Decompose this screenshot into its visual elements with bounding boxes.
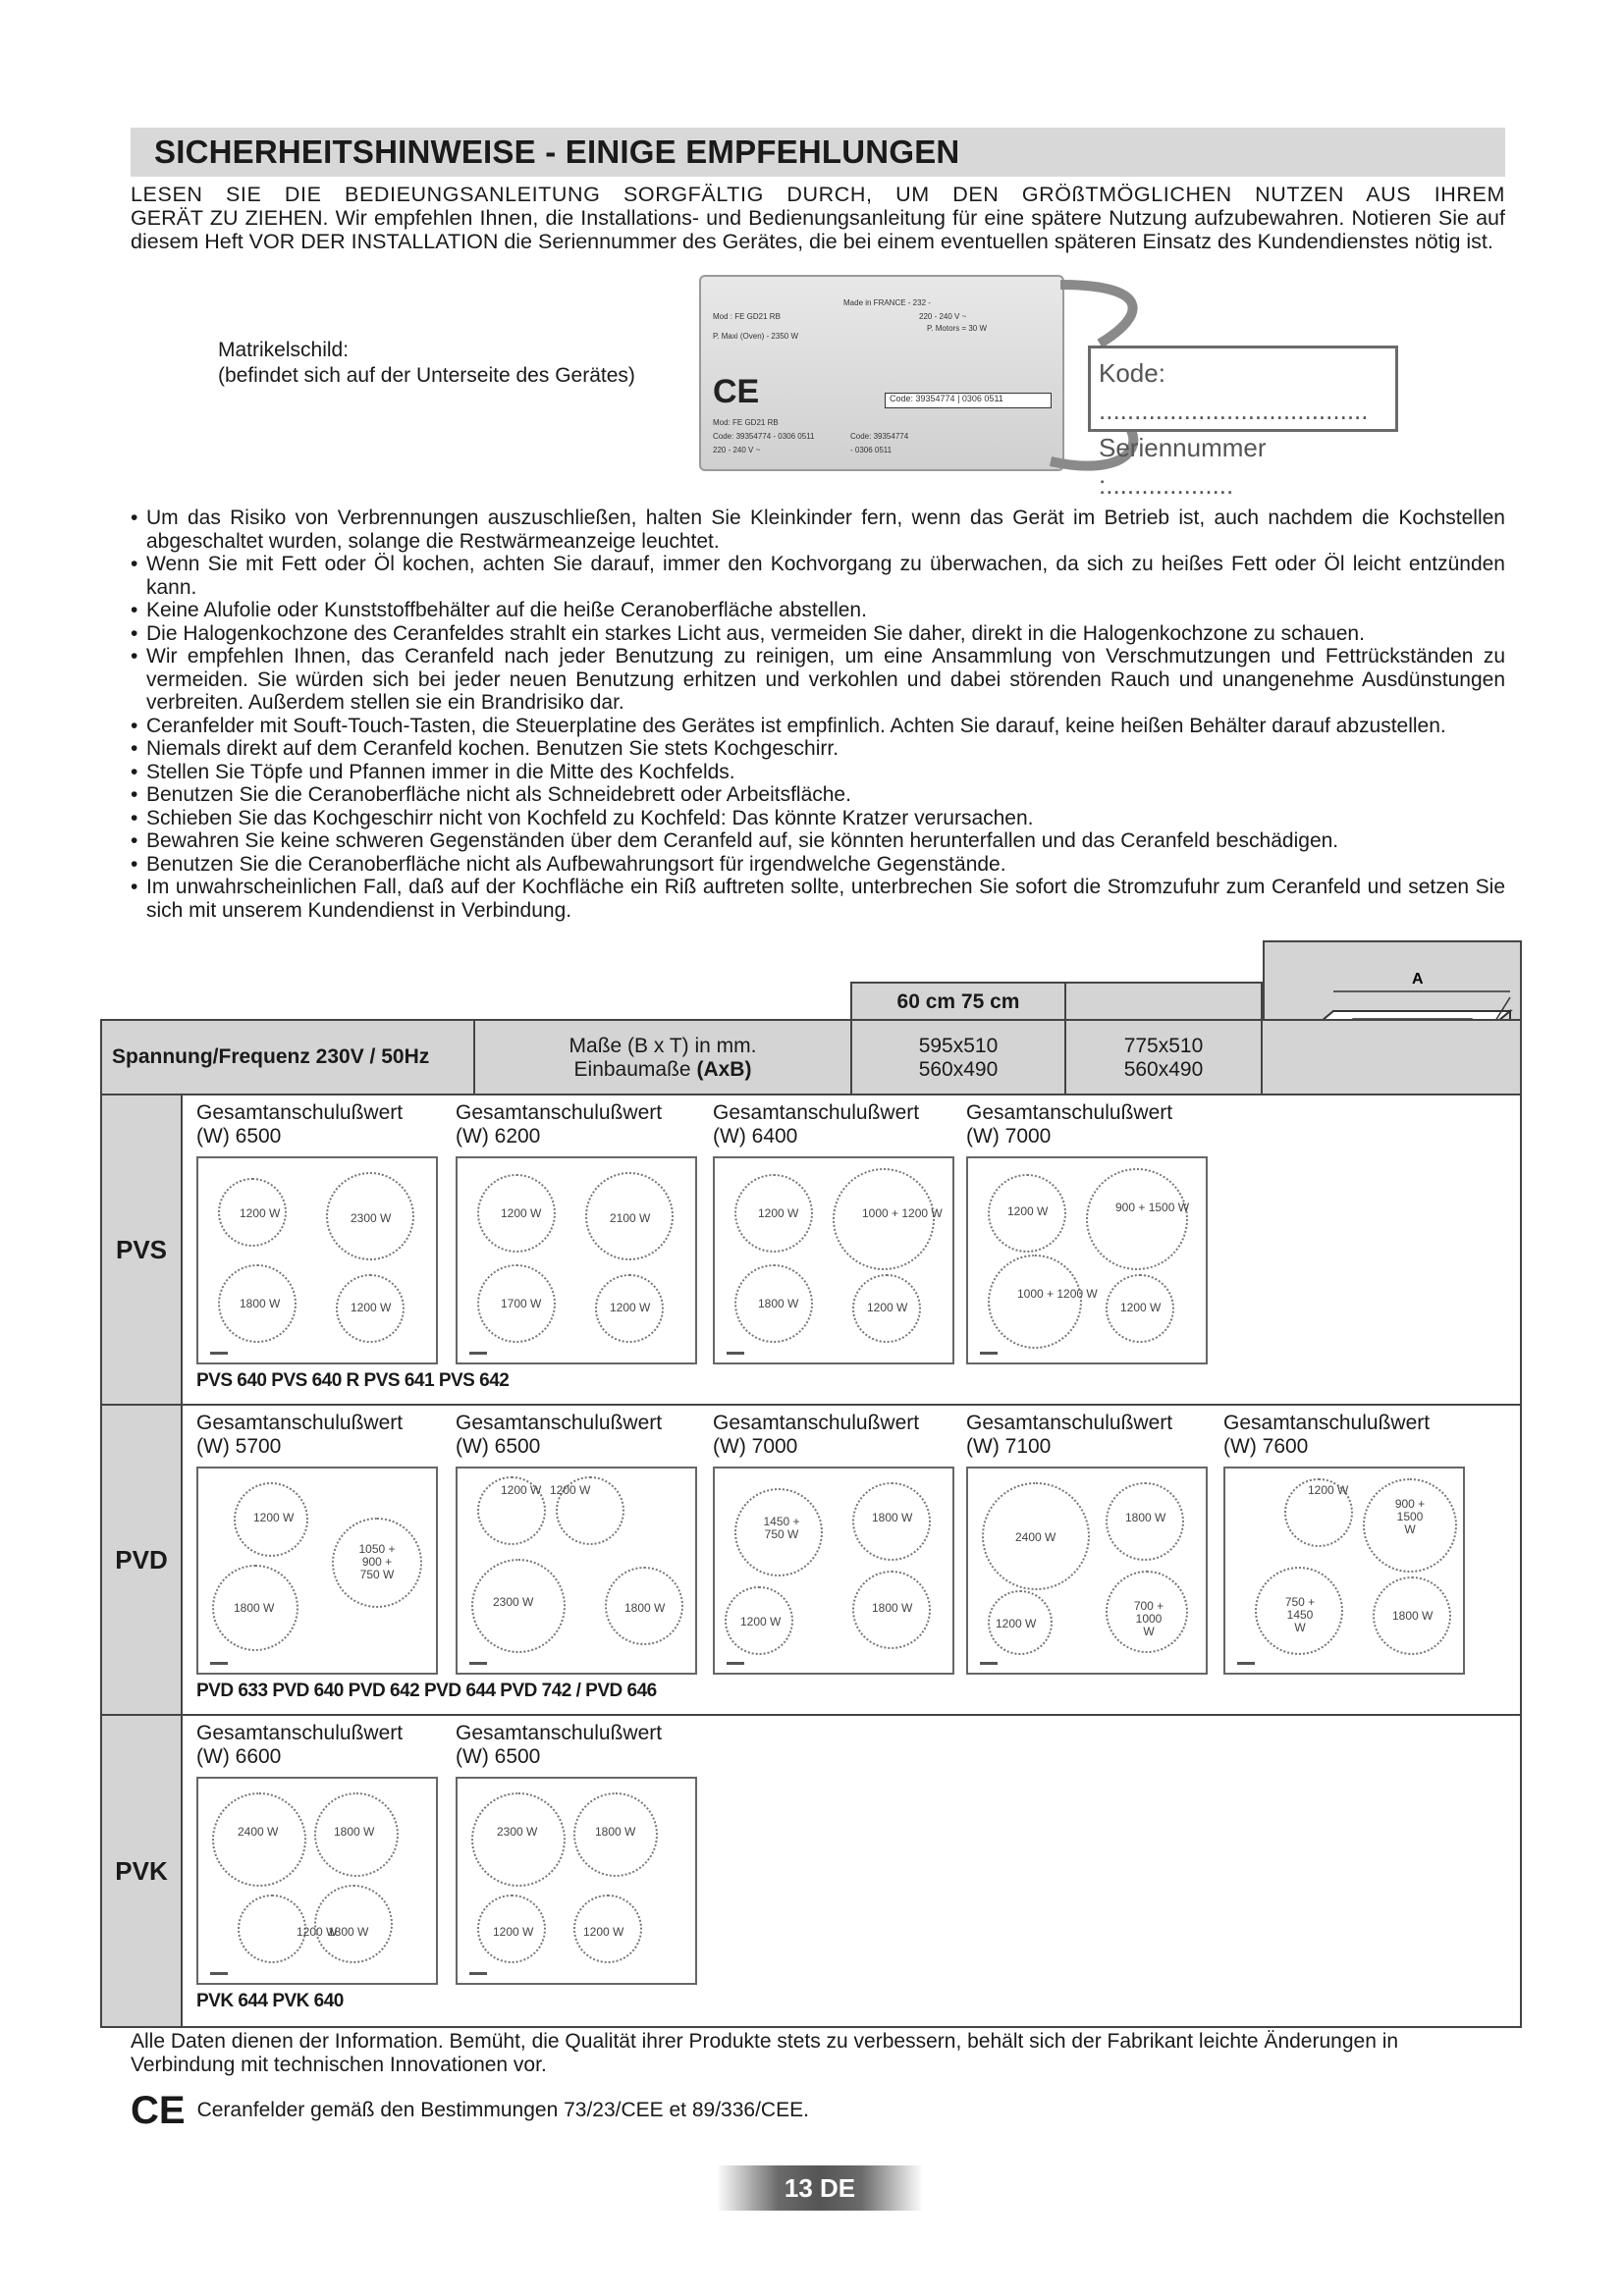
zone-ring [212, 1792, 306, 1887]
list-item: • Wenn Sie mit Fett oder Öl kochen, achten Sie darauf, immer den Kochvorgang zu überwachen, da sich zu heißes Fett oder Öl leicht entzünden kann. [131, 553, 1505, 599]
zone-label: 1200 W [758, 1206, 799, 1220]
plate-code3: Code: 39354774 [850, 432, 909, 441]
zone-label: 1050 + 900 + 750 W [358, 1542, 396, 1581]
zone-label: 1800 W [234, 1601, 275, 1615]
zone-label: 1800 W [624, 1601, 666, 1615]
zone-label: 1800 W [872, 1601, 913, 1615]
pvk-label: PVK [102, 1716, 183, 2026]
power-value: (W) 7000 [966, 1125, 1052, 1148]
zone-label: 1700 W [501, 1297, 542, 1310]
page-title: SICHERHEITSHINWEISE - EINIGE EMPFEHLUNGEN [154, 133, 960, 170]
pvd-cell-2 [456, 1412, 706, 1675]
kode-box [1088, 346, 1398, 500]
size-60-b: 560x490 [918, 1058, 999, 1081]
zone-label: 1000 + 1200 W [862, 1206, 943, 1220]
gesamt-label: Gesamtanschulußwert [713, 1412, 920, 1434]
zone-label: 2400 W [1015, 1530, 1056, 1544]
masse-line2 [475, 1058, 850, 1082]
hob-diagram [966, 1467, 1208, 1675]
hob-diagram [196, 1156, 438, 1364]
list-item: • Keine Alufolie oder Kunststoffbehälter auf die heiße Ceranoberfläche abstellen. [131, 599, 1505, 622]
plate-ce-mark: CE [713, 373, 760, 410]
zone-label: 1200 W [1308, 1483, 1349, 1497]
pvs-cell-1 [196, 1101, 447, 1364]
zone-label: 1200 W [583, 1925, 624, 1939]
hob-diagram [456, 1467, 697, 1675]
pvd-cell-4 [966, 1412, 1217, 1675]
zone-label: 1800 W [328, 1925, 369, 1939]
zone-label: 1200 W [501, 1206, 542, 1220]
zone-label: 1800 W [240, 1297, 281, 1310]
gesamt-label: Gesamtanschulußwert [456, 1412, 663, 1434]
plate-made-in: Made in FRANCE - 232 - [843, 298, 931, 307]
zone-label: 900 + 1500 W [1115, 1201, 1190, 1214]
zone-label: 1800 W [758, 1297, 799, 1310]
pvd-cell-5 [1223, 1412, 1474, 1675]
pvk-section [102, 1716, 1520, 2026]
footer-text: Alle Daten dienen der Information. Bemüht, die Qualität ihrer Produkte stets zu verbessern, behält sich der Fabrikant leichte Änderungen in Verbindung mit technischen Innovationen vor. [131, 2030, 1399, 2076]
gesamt-label: Gesamtanschulußwert [713, 1101, 920, 1124]
zone-label: 1450 + 750 W [763, 1515, 800, 1541]
pvk-models: PVK 644 PVK 640 [196, 1991, 344, 2011]
brand-logo [469, 1352, 487, 1355]
list-item: • Die Halogenkochzone des Ceranfeldes strahlt ein starkes Licht aus, vermeiden Sie daher, direkt in die Halogenkochzone zu schauen. [131, 622, 1505, 646]
zone-ring [1086, 1168, 1188, 1270]
specs-table [100, 1019, 1522, 2028]
dim-a-label: A [1412, 971, 1424, 988]
title-bar [131, 128, 1505, 177]
hob-diagram [456, 1777, 697, 1985]
list-item: • Bewahren Sie keine schweren Gegenständen über dem Ceranfeld auf, sie könnten herunterfallen und das Ceranfeld beschädigen. [131, 829, 1505, 853]
size-header-empty [1066, 984, 1263, 1021]
hob-diagram [966, 1156, 1208, 1364]
size-60-a: 595x510 [918, 1035, 999, 1057]
power-value: (W) 7600 [1223, 1435, 1309, 1458]
zone-label: 1200 W [610, 1301, 651, 1314]
list-item: • Wir empfehlen Ihnen, das Ceranfeld nach jeder Benutzung zu reinigen, um eine Ansammlung von Verschmutzungen und Fettrückständen zu vermeiden. Sie würden sich bei jeder neuen Benutzung erhitzen und verkohlen und dabei störenden Rauch und unangenehme Ausdünstungen verbreiten. Außerdem stellen sie ein Brandrisiko dar. [131, 645, 1505, 715]
intro-rest: GERÄT ZU ZIEHEN. Wir empfehlen Ihnen, die Installations- und Bedienungsanleitung für eine spätere Nutzung aufzubewahren. Notieren Sie auf diesem Heft VOR DER INSTALLATION die Seriennummer des Gerätes, die bei einem eventuellen späteren Einsatz des Kundendienstes nötig ist. [131, 206, 1505, 253]
brand-logo [210, 1972, 228, 1975]
plate-mod2: Mod: FE GD21 RB [713, 418, 779, 427]
pvk-cells [185, 1716, 1520, 2026]
pvk-cell-2 [456, 1722, 706, 1985]
spannung-cell: Spannung/Frequenz 230V / 50Hz [102, 1021, 475, 1094]
zone-label: 1200 W [740, 1615, 782, 1629]
gesamt-label: Gesamtanschulußwert [456, 1101, 663, 1124]
pvs-cell-3 [713, 1101, 963, 1364]
plate-codebox: Code: 39354774 | 0306 0511 [885, 393, 1052, 408]
plate-serial: 0306 0511 [961, 394, 1003, 403]
table-header-row [102, 1021, 1520, 1095]
intro-text [131, 183, 1505, 253]
page-number: 13 DE [717, 2165, 923, 2211]
plate-code2: Code: 39354774 - 0306 0511 [713, 432, 815, 441]
zone-label: 1800 W [872, 1511, 913, 1524]
zone-label: 1200 W [297, 1925, 338, 1939]
hob-diagram [196, 1467, 438, 1675]
zone-ring [314, 1885, 393, 1963]
brand-logo [1237, 1662, 1255, 1665]
pvd-cell-1 [196, 1412, 447, 1675]
zone-label: 2300 W [497, 1825, 538, 1839]
matrikel-line2: (befindet sich auf der Unterseite des Gerätes) [218, 364, 635, 387]
brand-logo [210, 1352, 228, 1355]
zone-label: 1200 W [1120, 1301, 1162, 1314]
zone-label: 1200 W [240, 1206, 281, 1220]
power-value: (W) 6500 [456, 1435, 541, 1458]
plate-mod: Mod : FE GD21 RB [713, 312, 781, 321]
zone-label: 1200 W [550, 1483, 591, 1497]
pvk-cell-1 [196, 1722, 447, 1985]
power-value: (W) 7100 [966, 1435, 1052, 1458]
size-60-cell [852, 1021, 1066, 1094]
zone-label: 2300 W [351, 1211, 392, 1225]
plate-code: Code: 39354774 [890, 394, 955, 403]
intro-caps: LESEN SIE DIE BEDIEUNGSANLEITUNG SORGFÄLTIG DURCH, UM DEN GRÖßTMÖGLICHEN NUTZEN AUS IHREM [131, 183, 1505, 206]
ce-mark-icon: CE [131, 2089, 186, 2132]
zone-ring [471, 1792, 566, 1887]
zone-label: 900 + 1500 W [1394, 1497, 1426, 1536]
serien-line: Seriennummer :.................. [1099, 433, 1267, 500]
plate-pmotors: P. Motors = 30 W [927, 324, 987, 333]
masse-line1: Maße (B x T) in mm. [568, 1035, 757, 1057]
gesamt-label: Gesamtanschulußwert [196, 1722, 404, 1744]
power-value: (W) 6200 [456, 1125, 541, 1148]
pvd-cell-3 [713, 1412, 963, 1675]
zone-label: 1800 W [1392, 1609, 1434, 1623]
gesamt-label: Gesamtanschulußwert [966, 1412, 1173, 1434]
pvs-cell-4 [966, 1101, 1217, 1364]
pvs-section [102, 1095, 1520, 1406]
brand-logo [469, 1972, 487, 1975]
zone-label: 1800 W [595, 1825, 636, 1839]
zone-label: 2100 W [610, 1211, 651, 1225]
zone-label: 1200 W [501, 1483, 542, 1497]
zone-label: 1800 W [1125, 1511, 1166, 1524]
matrikel-label [218, 338, 635, 389]
plate-volt2: 220 - 240 V ~ [713, 446, 761, 454]
hob-diagram [713, 1156, 954, 1364]
pvd-models: PVD 633 PVD 640 PVD 642 PVD 644 PVD 742 / PVD 646 [196, 1681, 657, 1701]
hob-diagram [1223, 1467, 1465, 1675]
list-item: • Benutzen Sie die Ceranoberfläche nicht als Aufbewahrungsort für irgendwelche Gegenstände. [131, 853, 1505, 877]
brand-logo [210, 1662, 228, 1665]
zone-label: 2300 W [493, 1595, 534, 1609]
safety-list [131, 507, 1505, 922]
gesamt-label: Gesamtanschulußwert [456, 1722, 663, 1744]
plate-serial3: - 0306 0511 [850, 446, 893, 454]
power-value: (W) 7000 [713, 1435, 798, 1458]
hob-diagram [196, 1777, 438, 1985]
brand-logo [980, 1352, 998, 1355]
pvs-label: PVS [102, 1095, 183, 1404]
zone-label: 1200 W [493, 1925, 534, 1939]
zone-label: 700 + 1000 W [1133, 1599, 1164, 1638]
gesamt-label: Gesamtanschulußwert [1223, 1412, 1431, 1434]
power-value: (W) 6500 [196, 1125, 282, 1148]
size-header [850, 982, 1263, 1021]
masse-cell [475, 1021, 852, 1094]
pvs-cells [185, 1095, 1520, 1404]
brand-logo [980, 1662, 998, 1665]
list-item: • Stellen Sie Töpfe und Pfannen immer in die Mitte des Kochfelds. [131, 761, 1505, 784]
power-value: (W) 6400 [713, 1125, 798, 1148]
plate-pmaxi: P. Maxi (Oven) - 2350 W [713, 332, 798, 341]
gesamt-label: Gesamtanschulußwert [196, 1412, 404, 1434]
size-75-a: 775x510 [1123, 1035, 1204, 1057]
size-75-b: 560x490 [1123, 1058, 1204, 1081]
zone-label: 2400 W [238, 1825, 279, 1839]
matrikel-line1: Matrikelschild: [218, 339, 350, 361]
zone-label: 1200 W [996, 1617, 1037, 1630]
list-item: • Schieben Sie das Kochgeschirr nicht von Kochfeld zu Kochfeld: Das könnte Kratzer verursachen. [131, 807, 1505, 830]
size-75-cell [1066, 1021, 1263, 1094]
zone-label: 1200 W [1007, 1204, 1049, 1218]
list-item: • Im unwahrscheinlichen Fall, daß auf der Kochfläche ein Riß auftreten sollte, unterbrechen Sie sofort die Stromzufuhr zum Ceranfeld und setzen Sie sich mit unserem Kundendienst in Verbindung. [131, 876, 1505, 922]
masse-line2-bold: (AxB) [696, 1058, 752, 1081]
zone-label: 1200 W [867, 1301, 908, 1314]
zone-label: 1200 W [253, 1511, 295, 1524]
zone-label: 1200 W [351, 1301, 392, 1314]
power-value: (W) 5700 [196, 1435, 282, 1458]
pvs-models: PVS 640 PVS 640 R PVS 641 PVS 642 [196, 1370, 510, 1391]
gesamt-label: Gesamtanschulußwert [966, 1101, 1173, 1124]
list-item: • Benutzen Sie die Ceranoberfläche nicht als Schneidebrett oder Arbeitsfläche. [131, 783, 1505, 807]
list-item: • Niemals direkt auf dem Ceranfeld kochen. Benutzen Sie stets Kochgeschirr. [131, 737, 1505, 761]
hob-diagram [456, 1156, 697, 1364]
gesamt-label: Gesamtanschulußwert [196, 1101, 404, 1124]
pvs-cell-2 [456, 1101, 706, 1364]
ce-line [131, 2091, 809, 2130]
pvd-section [102, 1406, 1520, 1716]
power-value: (W) 6600 [196, 1745, 282, 1768]
rating-plate-image [699, 275, 1064, 471]
brand-logo [727, 1352, 744, 1355]
zone-label: 750 + 1450 W [1284, 1595, 1316, 1634]
plate-voltage: 220 - 240 V ~ [919, 312, 967, 321]
zone-label: 1000 + 1200 W [1017, 1287, 1098, 1301]
brand-logo [469, 1662, 487, 1665]
power-value: (W) 6500 [456, 1745, 541, 1768]
zone-ring [988, 1255, 1082, 1349]
zone-label: 1800 W [334, 1825, 375, 1839]
list-item: • Um das Risiko von Verbrennungen auszuschließen, halten Sie Kleinkinder fern, wenn das Gerät im Betrieb ist, auch nachdem die Kochstellen abgeschaltet wurden, solange die Restwärmeanzeige leuchtet. [131, 507, 1505, 553]
size-header-label: 60 cm 75 cm [852, 984, 1066, 1021]
masse-line2-text: Einbaumaße [573, 1058, 691, 1081]
ce-text: Ceranfelder gemäß den Bestimmungen 73/23/CEE et 89/336/CEE. [196, 2099, 809, 2121]
pvd-label: PVD [102, 1406, 183, 1714]
kode-line: Kode: ...................................... [1099, 358, 1369, 425]
list-item: • Ceranfelder mit Souft-Touch-Tasten, die Steuerplatine des Gerätes ist empfinlich. Achten Sie darauf, keine heißen Behälter darauf abzustellen. [131, 715, 1505, 738]
pvd-cells [185, 1406, 1520, 1714]
hob-diagram [713, 1467, 954, 1675]
brand-logo [727, 1662, 744, 1665]
